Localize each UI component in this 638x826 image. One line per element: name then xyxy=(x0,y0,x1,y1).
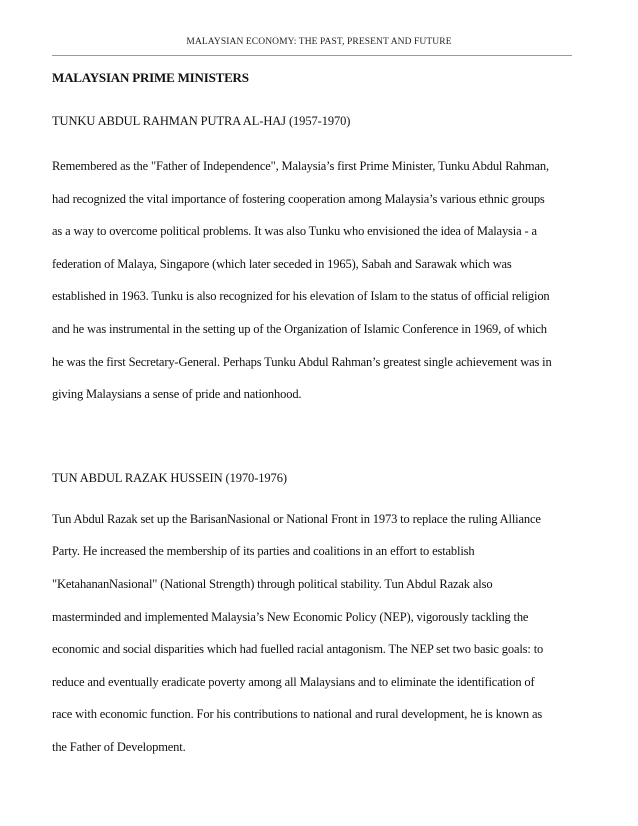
paragraph-line: the Father of Development. xyxy=(52,739,186,754)
paragraph-line: Tun Abdul Razak set up the BarisanNasional or National Front in 1973 to replace the ruling Alliance xyxy=(52,511,541,526)
paragraph-line: federation of Malaya, Singapore (which later seceded in 1965), Sabah and Sarawak which was xyxy=(52,256,512,271)
section-title: MALAYSIAN PRIME MINISTERS xyxy=(52,70,249,85)
paragraph-line: masterminded and implemented Malaysia’s New Economic Policy (NEP), vigorously tackling the xyxy=(52,609,529,624)
pm-paragraph-razak xyxy=(52,503,582,764)
paragraph-line: reduce and eventually eradicate poverty among all Malaysians and to eliminate the identification of xyxy=(52,674,535,689)
paragraph-line: race with economic function. For his contributions to national and rural development, he is known as xyxy=(52,707,543,722)
paragraph-line: Party. He increased the membership of its parties and coalitions in an effort to establish xyxy=(52,544,475,559)
paragraph-line: economic and social disparities which had fuelled racial antagonism. The NEP set two basic goals: to xyxy=(52,642,544,657)
running-header: MALAYSIAN ECONOMY: THE PAST, PRESENT AND FUTURE xyxy=(186,37,452,47)
pm-paragraph-tunku xyxy=(52,150,582,411)
paragraph-line: established in 1963. Tunku is also recognized for his elevation of Islam to the status of official religion xyxy=(52,289,550,304)
paragraph-line: Remembered as the "Father of Independence", Malaysia’s first Prime Minister, Tunku Abdul Rahman, xyxy=(52,159,549,173)
document-body xyxy=(52,67,582,764)
pm-heading-tunku: TUNKU ABDUL RAHMAN PUTRA AL-HAJ (1957-1970) xyxy=(52,114,351,128)
paragraph-line: and he was instrumental in the setting up of the Organization of Islamic Conference in 1969, of which xyxy=(52,321,547,336)
pm-heading-razak: TUN ABDUL RAZAK HUSSEIN (1970-1976) xyxy=(52,470,287,485)
paragraph-line: giving Malaysians a sense of pride and nationhood. xyxy=(52,387,302,402)
paragraph-line: he was the first Secretary-General. Perhaps Tunku Abdul Rahman’s greatest single achievement was in xyxy=(52,354,552,369)
paragraph-line: had recognized the vital importance of fostering cooperation among Malaysia’s various ethnic groups xyxy=(52,191,545,206)
header-divider xyxy=(52,55,572,56)
paragraph-line: "KetahananNasional" (National Strength) through political stability. Tun Abdul Razak also xyxy=(52,576,493,591)
paragraph-line: as a way to overcome political problems. It was also Tunku who envisioned the idea of Malaysia - a xyxy=(52,224,537,239)
